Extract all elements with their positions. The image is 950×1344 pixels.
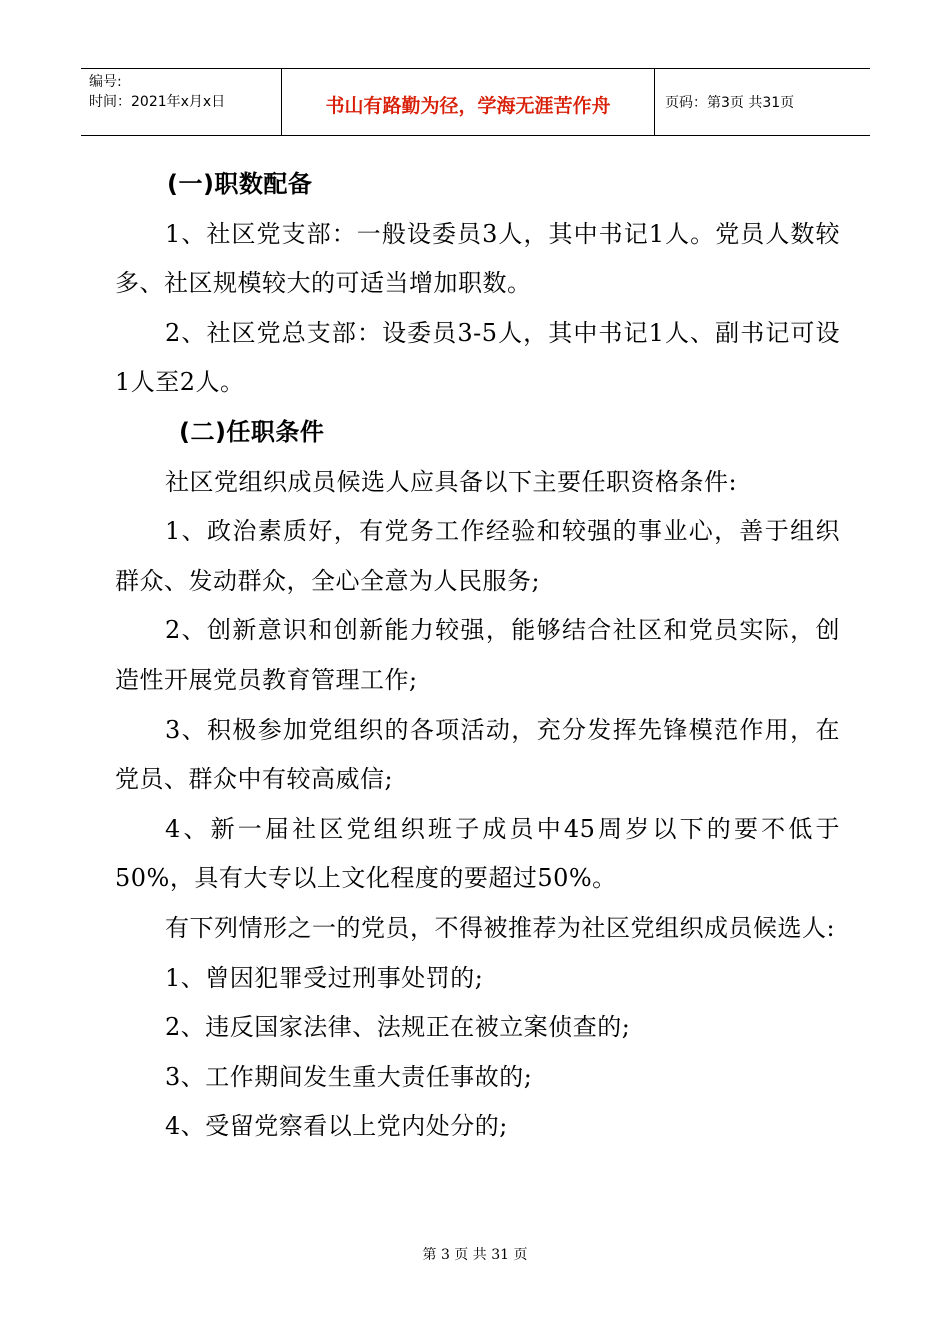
page-footer: 第 3 页 共 31 页 [422, 1247, 528, 1263]
paragraph: 有下列情形之一的党员，不得被推荐为社区党组织成员候选人: [165, 913, 836, 942]
number-label: 编号: [89, 74, 122, 90]
section-heading-1: (一)职数配备 [167, 170, 313, 198]
header-meta [81, 69, 282, 135]
paragraph: 2、社区党总支部：设委员3-5人，其中书记1人、副书记可设1人至2人。 [115, 318, 840, 397]
header-motto: 书山有路勤为径，学海无涯苦作舟 [282, 69, 655, 135]
paragraph: 2、创新意识和创新能力较强，能够结合社区和党员实际，创造性开展党员教育管理工作; [115, 616, 840, 694]
page-header [81, 68, 870, 136]
paragraph: 1、社区党支部：一般设委员3人，其中书记1人。党员人数较多、社区规模较大的可适当增加职数。 [115, 219, 840, 298]
paragraph: 3、积极参加党组织的各项活动，充分发挥先锋模范作用，在党员、群众中有较高威信; [115, 715, 840, 794]
paragraph: 4、新一届社区党组织班子成员中45周岁以下的要不低于50%，具有大专以上文化程度的要超过50%。 [115, 814, 840, 893]
paragraph: 1、曾因犯罪受过刑事处罚的; [165, 963, 484, 992]
header-page-info: 页码：第3页 共31页 [665, 95, 795, 111]
time-label: 时间：2021年x月x日 [89, 94, 226, 110]
paragraph: 4、受留党察看以上党内处分的; [165, 1112, 508, 1141]
paragraph: 3、工作期间发生重大责任事故的; [165, 1062, 533, 1091]
paragraph: 1、政治素质好，有党务工作经验和较强的事业心，善于组织群众、发动群众，全心全意为人民服务; [115, 517, 840, 595]
section-heading-2: (二)任职条件 [179, 417, 325, 446]
paragraph: 社区党组织成员候选人应具备以下主要任职资格条件: [165, 467, 738, 496]
document-body [115, 160, 840, 1152]
paragraph: 2、违反国家法律、法规正在被立案侦查的; [165, 1013, 631, 1042]
